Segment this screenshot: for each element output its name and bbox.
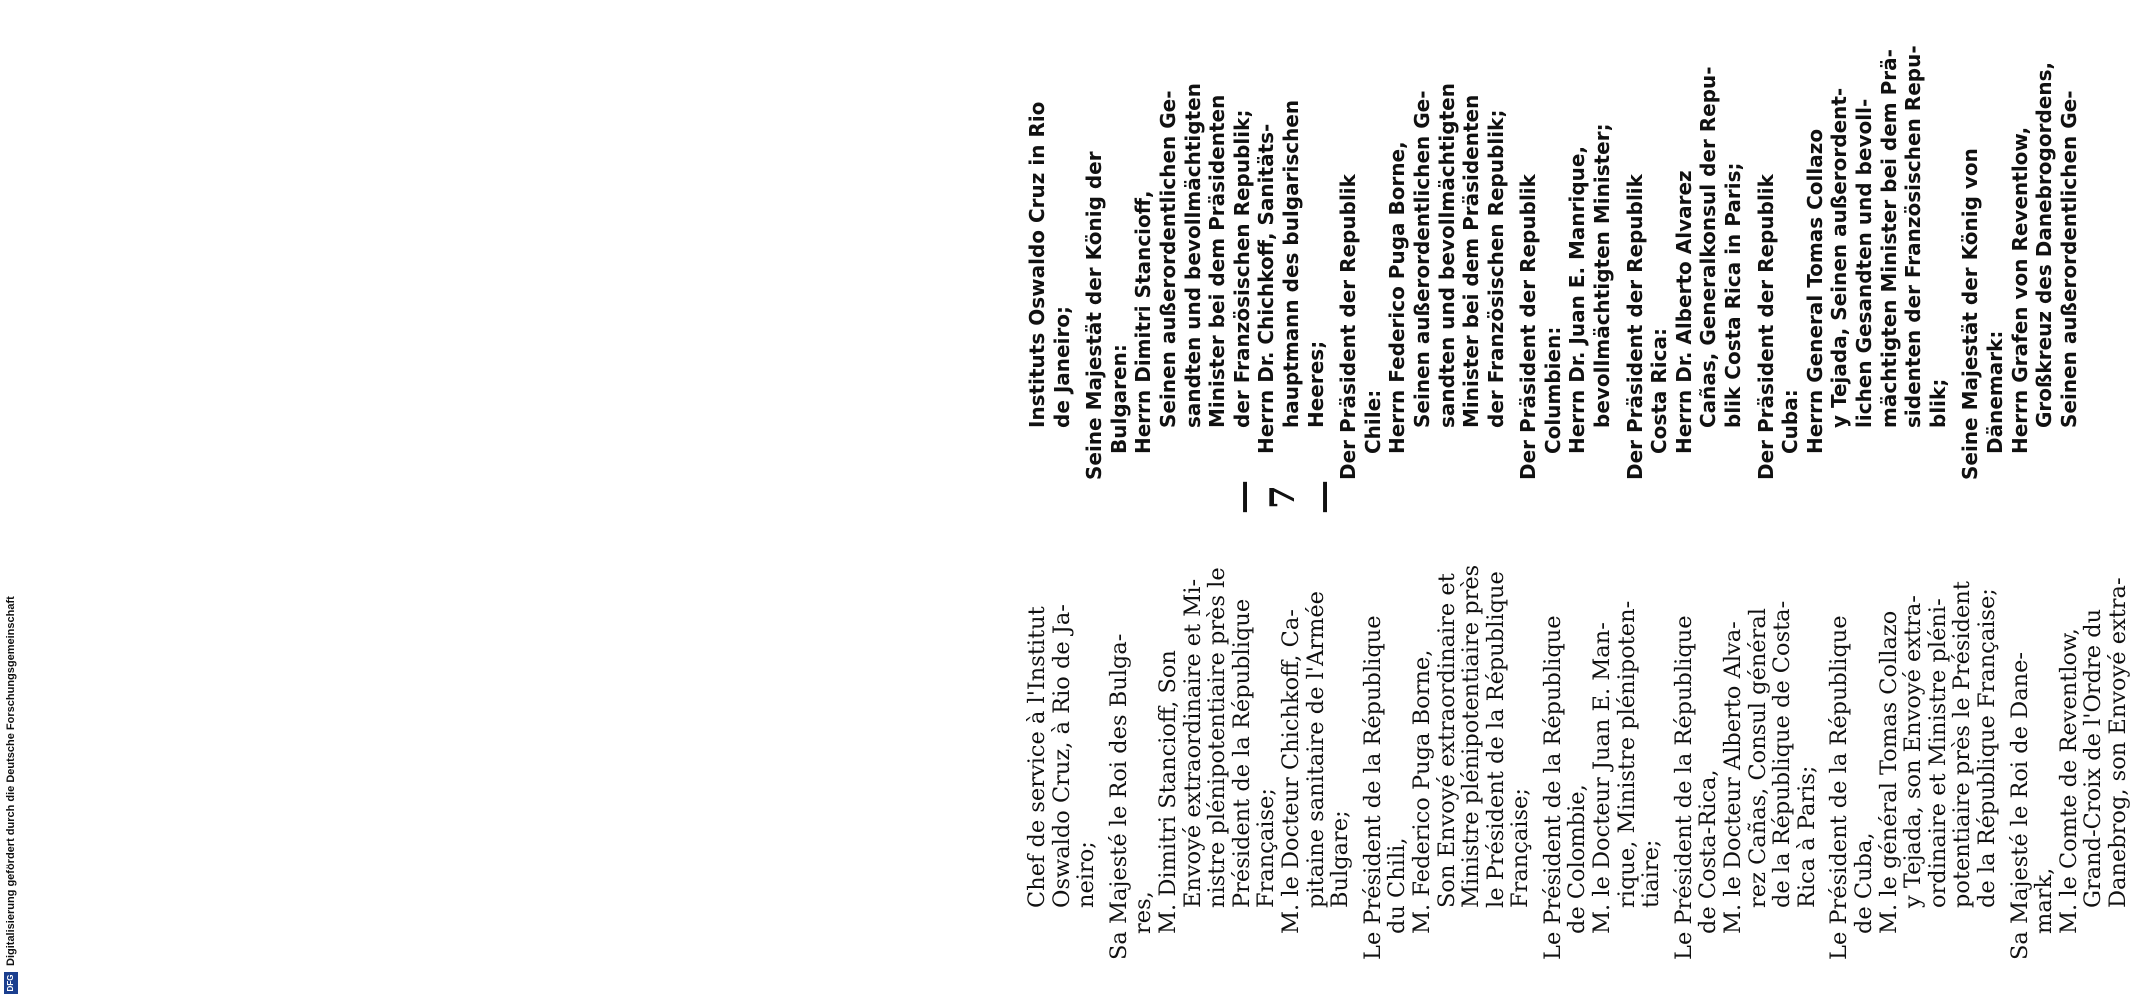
french-text-line: Grand-Croix de l'Ordre du xyxy=(2080,608,2107,908)
german-text-line: bevollmächtigten Minister; xyxy=(1590,123,1615,428)
french-text-line: y Tejada, son Envoyé extra- xyxy=(1900,595,1927,908)
french-text-line: Envoyé extraordinaire et Mi- xyxy=(1179,578,1206,908)
german-text-line: Herrn Dr. Chichkoff, Sanitäts- xyxy=(1254,123,1279,454)
german-text-line: Bulgaren: xyxy=(1106,344,1131,454)
french-text-line: Ministre plénipotentiaire près xyxy=(1458,564,1485,908)
french-text-line: de Colombie, xyxy=(1564,784,1591,934)
french-text-line: rez Cañas, Consul général xyxy=(1744,608,1771,908)
german-text-line: Columbien: xyxy=(1540,326,1565,454)
german-text-line: Herrn Dr. Juan E. Manrique, xyxy=(1565,145,1590,454)
french-text-line: mark, xyxy=(2031,867,2058,934)
french-text-line: M. Dimitri Stancioff, Son xyxy=(1154,650,1181,934)
german-text-line: hauptmann des bulgarischen xyxy=(1278,99,1303,428)
german-text-line: Cuba: xyxy=(1778,389,1803,454)
french-text-line: du Chili, xyxy=(1384,837,1411,934)
german-text-column xyxy=(1025,10,2081,480)
french-text-line: Danebrog, son Envoyé extra- xyxy=(2104,577,2131,908)
german-text-line: Der Präsident der Republik xyxy=(1336,174,1361,480)
french-text-line: Française; xyxy=(1507,788,1534,908)
french-text-line: Sa Majesté le Roi des Bulga- xyxy=(1105,633,1132,960)
french-text-line: M. le général Tomas Collazo xyxy=(1875,610,1902,934)
german-text-line: de Janeiro; xyxy=(1049,305,1074,428)
german-text-line: Seinen außerordentlichen Ge- xyxy=(1409,90,1434,428)
french-text-line: Française; xyxy=(1253,788,1280,908)
french-text-line: Rica à Paris; xyxy=(1793,765,1820,908)
german-text-line: Der Präsident der Republik xyxy=(1622,174,1647,480)
german-text-line: Minister bei dem Präsidenten xyxy=(1205,94,1230,428)
french-text-line: rique, Ministre plénipoten- xyxy=(1613,600,1640,908)
french-text-line: de la République de Costa- xyxy=(1769,600,1796,908)
french-text-line: neiro; xyxy=(1073,841,1100,908)
german-text-line: Costa Rica: xyxy=(1647,328,1672,454)
german-text-line: Herrn Federico Puga Borne, xyxy=(1385,141,1410,454)
german-text-line: der Französischen Republik; xyxy=(1229,109,1254,428)
page-number: — 7 — xyxy=(1223,474,1343,514)
french-text-line: potentiaire près le Président xyxy=(1949,581,1976,908)
german-text-line: Dänemark: xyxy=(1982,330,2007,454)
french-text-line: Oswaldo Cruz, à Rio de Ja- xyxy=(1048,604,1075,908)
french-text-line: de la République Française; xyxy=(1973,588,2000,908)
digitization-footer xyxy=(0,0,22,1000)
french-text-line: M. le Docteur Chichkoff, Ca- xyxy=(1277,609,1304,934)
german-text-line: sandten und bevollmächtigten xyxy=(1434,83,1459,428)
german-text-line: Chile: xyxy=(1360,389,1385,454)
german-text-line: Herrn General Tomas Collazo xyxy=(1802,128,1827,454)
german-text-line: Herrn Dimitri Stancioff, xyxy=(1131,190,1156,454)
german-text-line: sandten und bevollmächtigten xyxy=(1180,83,1205,428)
german-text-line: Seinen außerordentlichen Ge- xyxy=(2056,90,2081,428)
german-text-line: blik; xyxy=(1925,378,1950,428)
french-text-line: tiaire; xyxy=(1638,839,1665,908)
german-text-line: Cañas, Generalkonsul der Repu- xyxy=(1696,66,1721,428)
dfg-logo: DFG xyxy=(4,972,18,994)
french-text-line: Le Président de la République xyxy=(1670,615,1697,960)
german-text-line: Minister bei dem Präsidenten xyxy=(1459,94,1484,428)
french-text-column xyxy=(1025,490,2131,960)
french-text-line: M. le Docteur Alberto Alva- xyxy=(1720,621,1747,934)
french-text-line: Le Président de la République xyxy=(1359,615,1386,960)
german-text-line: mächtigten Minister bei dem Prä- xyxy=(1876,49,1901,428)
german-text-line: Seine Majestät der König der xyxy=(1082,151,1107,480)
footer-text: Digitalisierung gefördert durch die Deutsche Forschungsgemeinschaft xyxy=(5,596,17,966)
german-text-line: Seine Majestät der König von xyxy=(1958,148,1983,480)
german-text-line: y Tejada, Seinen außerordent- xyxy=(1827,87,1852,428)
french-text-line: de Costa-Rica, xyxy=(1695,769,1722,934)
german-text-line: sidenten der Französischen Repu- xyxy=(1901,45,1926,428)
french-text-line: M. le Docteur Juan E. Man- xyxy=(1589,622,1616,934)
german-text-line: Heeres; xyxy=(1303,340,1328,428)
german-text-line: der Französischen Republik; xyxy=(1483,109,1508,428)
french-text-line: ordinaire et Ministre pléni- xyxy=(1924,598,1951,908)
german-text-line: Herrn Grafen von Reventlow, xyxy=(2007,126,2032,454)
german-text-line: blik Costa Rica in Paris; xyxy=(1721,162,1746,428)
german-text-line: Instituts Oswaldo Cruz in Rio xyxy=(1025,101,1049,428)
french-text-line: Chef de service à l'Institut xyxy=(1024,606,1050,908)
french-text-line: Président de la République xyxy=(1228,598,1255,908)
german-text-line: Der Präsident der Republik xyxy=(1753,174,1778,480)
french-text-line: de Cuba, xyxy=(1851,832,1877,934)
french-text-line: pitaine sanitaire de l'Armée xyxy=(1302,591,1329,908)
german-text-line: Großkreuz des Danebrogordens, xyxy=(2032,61,2057,428)
french-text-line: Le Président de la République xyxy=(1826,615,1853,960)
french-text-line: nistre plénipotentiaire près le xyxy=(1204,567,1231,908)
french-text-line: Bulgare; xyxy=(1327,810,1354,908)
french-text-line: M. Federico Puga Borne, xyxy=(1408,649,1435,934)
french-text-line: le Président de la République xyxy=(1482,571,1509,908)
german-text-line: Seinen außerordentlichen Ge- xyxy=(1155,90,1180,428)
french-text-line: res, xyxy=(1130,891,1157,934)
french-text-line: Sa Majesté le Roi de Dane- xyxy=(2006,651,2033,960)
german-text-line: Der Präsident der Republik xyxy=(1516,174,1541,480)
german-text-line: Herrn Dr. Alberto Alvarez xyxy=(1671,170,1696,454)
french-text-line: M. le Comte de Reventlow, xyxy=(2055,628,2082,934)
french-text-line: Son Envoyé extraordinaire et xyxy=(1433,573,1460,908)
german-text-line: lichen Gesandten und bevoll- xyxy=(1852,98,1876,428)
french-text-line: Le Président de la République xyxy=(1539,615,1566,960)
